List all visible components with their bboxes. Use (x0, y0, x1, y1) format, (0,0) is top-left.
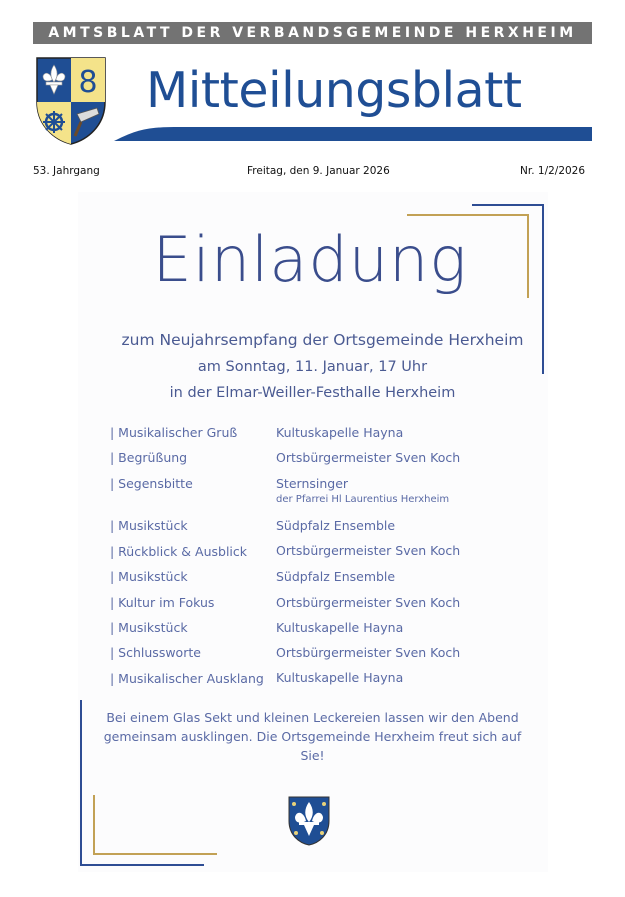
program-performer: Ortsbürgermeister Sven Koch (276, 450, 461, 465)
program-item: | Musikalischer Ausklang (110, 671, 264, 686)
program-item: | Musikalischer Gruß (110, 425, 238, 440)
closing-text: Bei einem Glas Sekt und kleinen Leckereien lassen wir den Abend gemeinsam ausklingen. Die Ortsgemeinde Herxheim freut sich auf Sie! (103, 710, 522, 763)
program-item: | Kultur im Fokus (110, 595, 215, 610)
program-item: | Segensbitte (110, 476, 193, 491)
masthead-banner: AMTSBLATT DER VERBANDSGEMEINDE HERXHEIM (33, 22, 592, 44)
program-performer: Südpfalz Ensemble (276, 569, 396, 584)
event-location: in der Elmar-Weiller-Festhalle Herxheim (169, 385, 456, 401)
program-item: | Musikstück (110, 518, 188, 533)
program-item: | Musikstück (110, 620, 188, 635)
municipal-crest-icon (35, 56, 107, 146)
program-item: | Musikstück (110, 569, 188, 584)
program-performer: Kultuskapelle Hayna (276, 620, 404, 635)
herxheim-crest-icon (287, 795, 331, 847)
svg-text:8: 8 (78, 65, 98, 100)
invitation-heading: Einladung (152, 223, 468, 296)
event-time: am Sonntag, 11. Januar, 17 Uhr (197, 359, 428, 375)
program-performer: Kultuskapelle Hayna (276, 425, 404, 440)
program-item: | Rückblick & Ausblick (110, 544, 248, 559)
volume-label: 53. Jahrgang (33, 165, 100, 177)
program-item: | Begrüßung (110, 450, 188, 465)
program-performer: Südpfalz Ensemble (276, 518, 396, 533)
program-performer-detail: der Pfarrei Hl Laurentius Herxheim (276, 494, 450, 505)
title-underline-bar (114, 126, 592, 141)
invitation-subtitle: zum Neujahrsempfang der Ortsgemeinde Herxheim (121, 331, 524, 349)
program-performer: Ortsbürgermeister Sven Koch (276, 645, 461, 660)
program-performer: Kultuskapelle Hayna (276, 670, 404, 685)
program-item: | Schlussworte (110, 645, 201, 660)
program-performer: Sternsinger (276, 476, 349, 491)
corner-frame-bottom-gold (93, 795, 217, 855)
issue-date: Freitag, den 9. Januar 2026 (247, 165, 390, 177)
program-performer: Ortsbürgermeister Sven Koch (276, 543, 461, 558)
issue-number: Nr. 1/2/2026 (520, 165, 586, 177)
program-performer: Ortsbürgermeister Sven Koch (276, 595, 461, 610)
newspaper-title: Mitteilungsblatt (146, 62, 522, 119)
